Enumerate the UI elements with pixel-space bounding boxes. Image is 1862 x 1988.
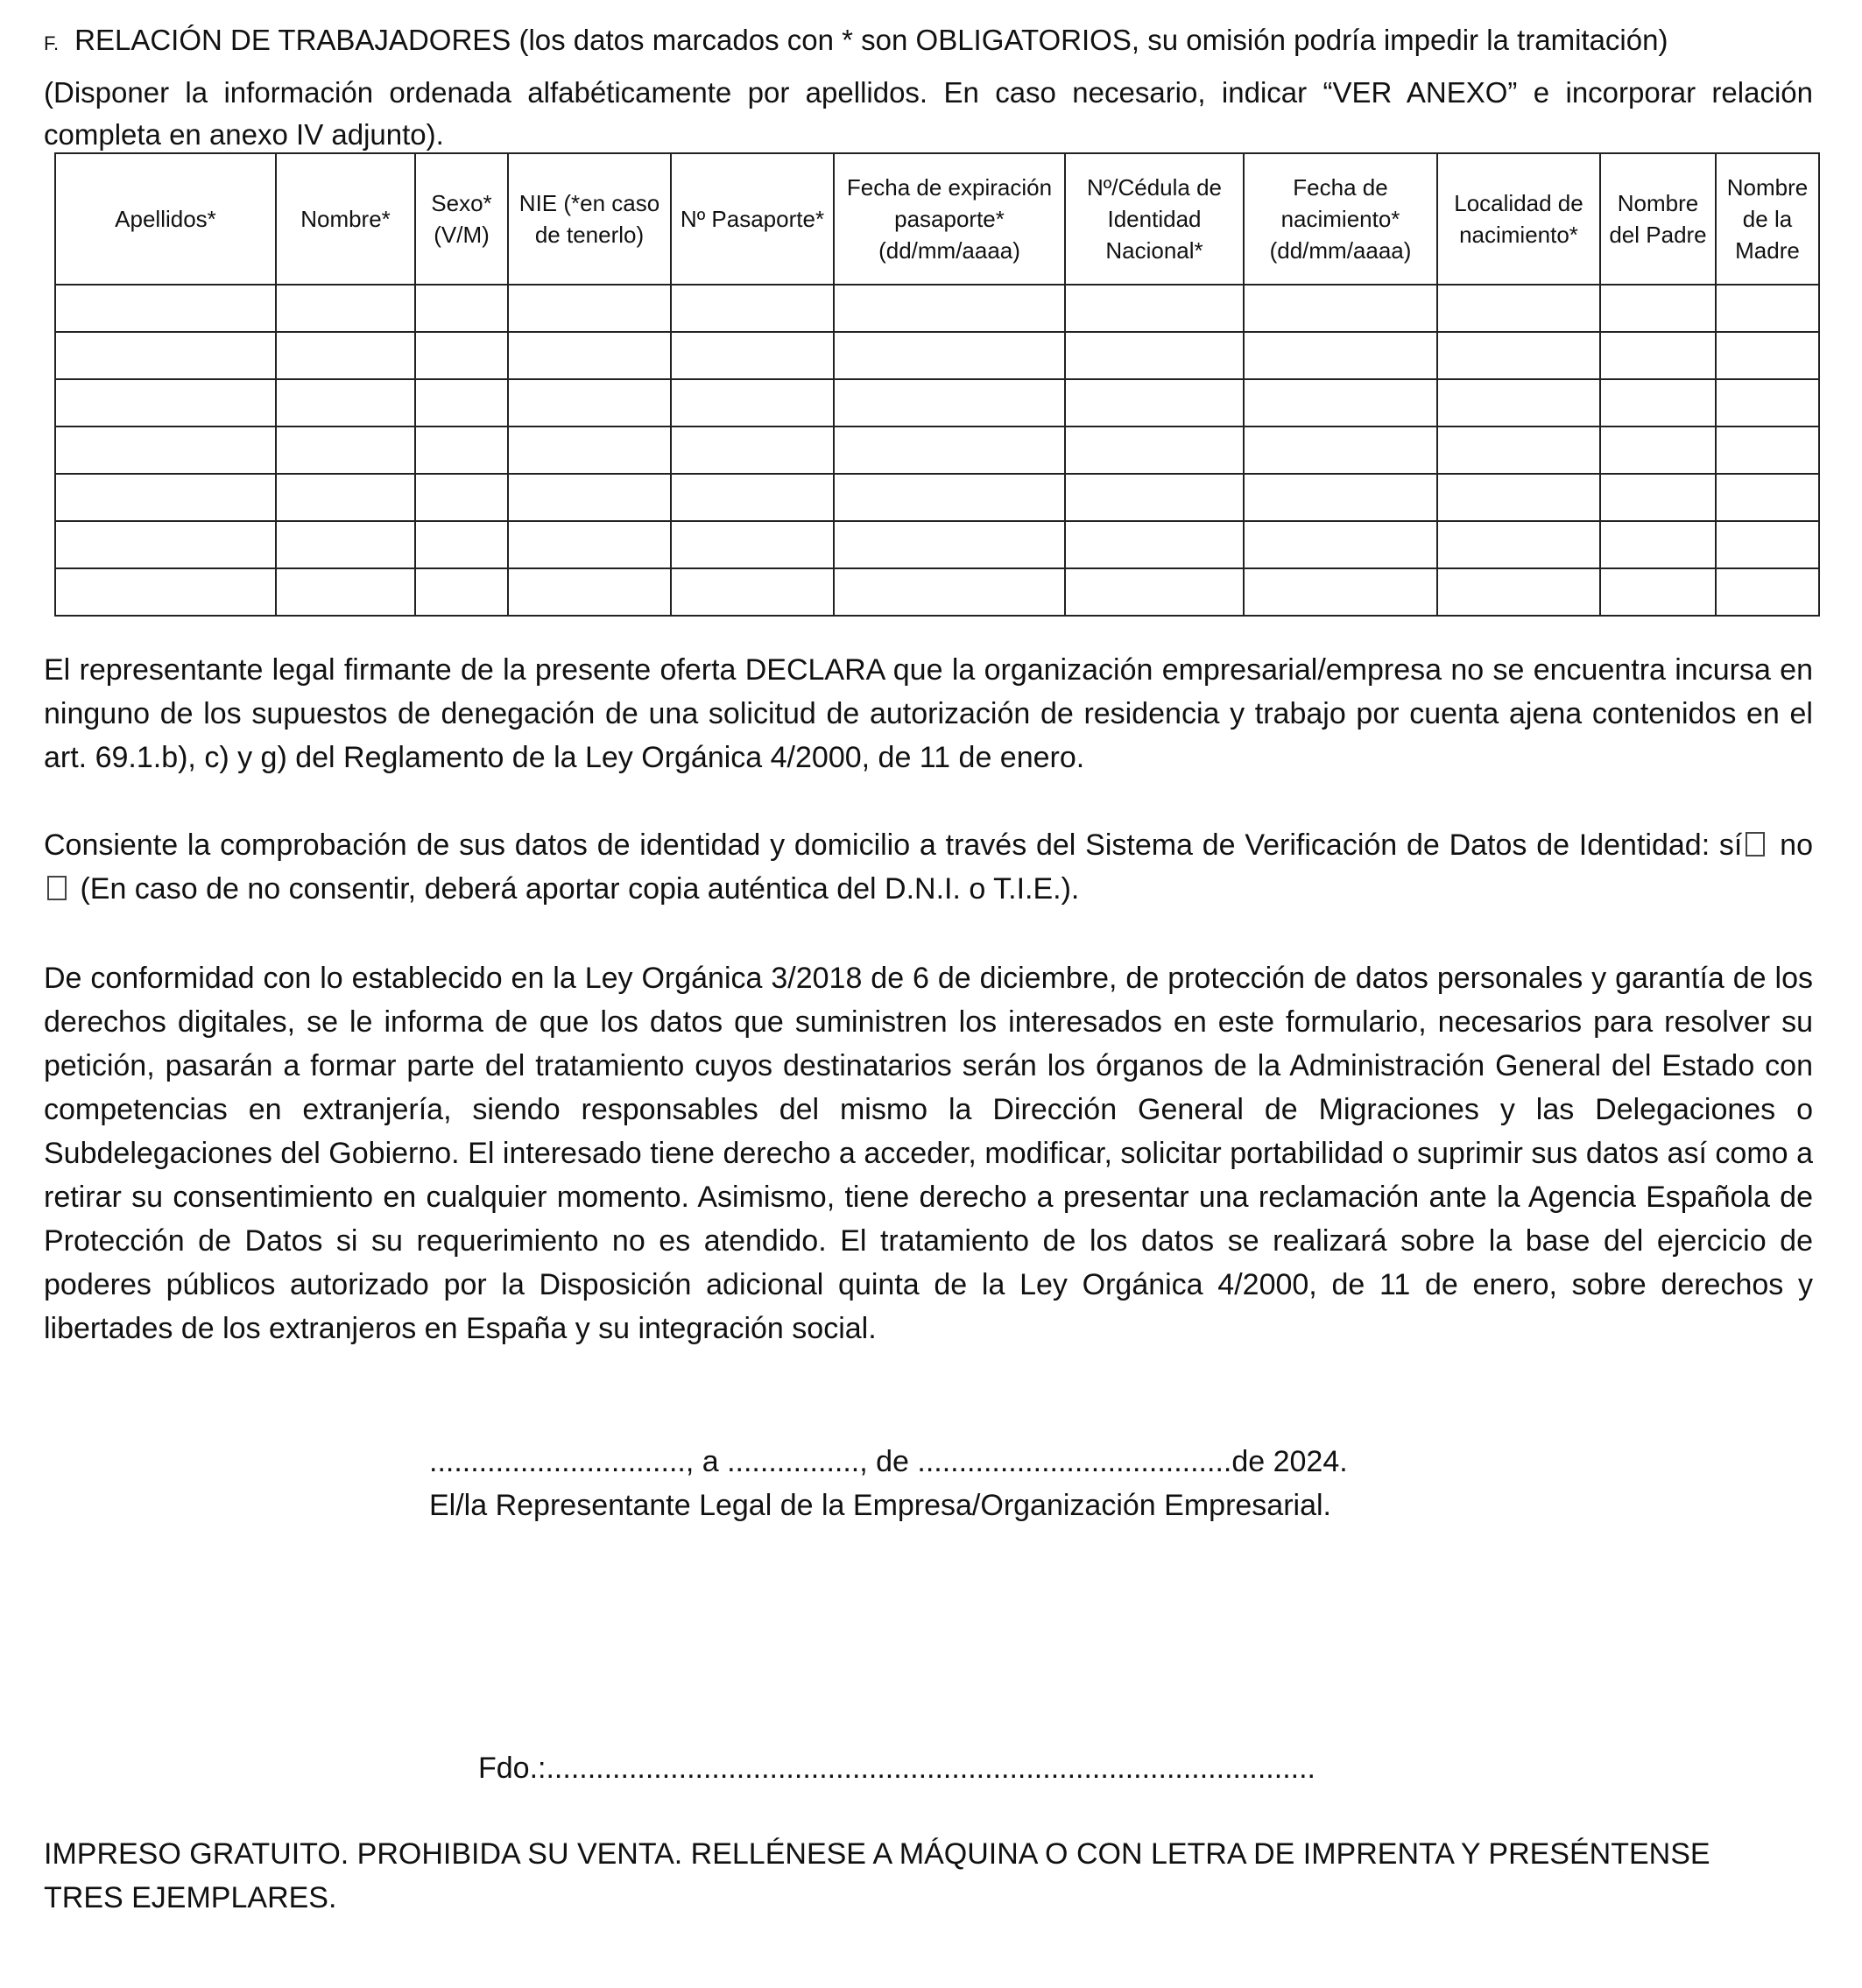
table-cell[interactable]	[1716, 568, 1819, 616]
table-cell[interactable]	[1244, 474, 1437, 521]
table-row	[55, 568, 1819, 616]
table-cell[interactable]	[1600, 332, 1716, 379]
workers-table	[54, 152, 1820, 617]
table-cell[interactable]	[415, 332, 508, 379]
header-pasaporte: Nº Pasaporte*	[671, 153, 834, 285]
table-cell[interactable]	[508, 474, 671, 521]
table-cell[interactable]	[1244, 568, 1437, 616]
table-cell[interactable]	[1244, 332, 1437, 379]
table-cell[interactable]	[1600, 379, 1716, 427]
table-cell[interactable]	[415, 521, 508, 568]
table-cell[interactable]	[276, 521, 415, 568]
table-cell[interactable]	[1600, 427, 1716, 474]
table-cell[interactable]	[415, 427, 508, 474]
table-cell[interactable]	[1716, 427, 1819, 474]
table-cell[interactable]	[1437, 474, 1600, 521]
table-cell[interactable]	[55, 332, 276, 379]
section-letter: F.	[44, 32, 60, 54]
header-fecha-nacimiento: Fecha de nacimiento* (dd/mm/aaaa)	[1244, 153, 1437, 285]
table-cell[interactable]	[1600, 285, 1716, 332]
table-cell[interactable]	[508, 521, 671, 568]
table-cell[interactable]	[671, 568, 834, 616]
table-cell[interactable]	[1065, 568, 1244, 616]
table-cell[interactable]	[834, 568, 1065, 616]
table-cell[interactable]	[1437, 332, 1600, 379]
table-cell[interactable]	[834, 521, 1065, 568]
table-cell[interactable]	[508, 379, 671, 427]
table-cell[interactable]	[671, 285, 834, 332]
table-cell[interactable]	[55, 427, 276, 474]
table-cell[interactable]	[1716, 474, 1819, 521]
signer-role: El/la Representante Legal de la Empresa/Organización Empresarial.	[429, 1489, 1331, 1522]
table-cell[interactable]	[1244, 427, 1437, 474]
consent-paragraph	[44, 823, 1813, 911]
table-cell[interactable]	[55, 379, 276, 427]
table-cell[interactable]	[1437, 568, 1600, 616]
table-cell[interactable]	[1065, 427, 1244, 474]
table-header-row	[55, 153, 1819, 285]
header-sexo: Sexo* (V/M)	[415, 153, 508, 285]
table-cell[interactable]	[1600, 521, 1716, 568]
table-row	[55, 332, 1819, 379]
table-cell[interactable]	[55, 521, 276, 568]
table-cell[interactable]	[415, 568, 508, 616]
table-cell[interactable]	[1437, 285, 1600, 332]
table-cell[interactable]	[1716, 332, 1819, 379]
table-cell[interactable]	[1437, 521, 1600, 568]
table-cell[interactable]	[415, 285, 508, 332]
table-cell[interactable]	[1065, 379, 1244, 427]
header-nombre: Nombre*	[276, 153, 415, 285]
table-cell[interactable]	[1716, 285, 1819, 332]
table-cell[interactable]	[55, 285, 276, 332]
table-cell[interactable]	[1065, 285, 1244, 332]
table-cell[interactable]	[276, 427, 415, 474]
table-cell[interactable]	[415, 474, 508, 521]
table-cell[interactable]	[834, 332, 1065, 379]
consent-yes-label: sí	[1718, 828, 1743, 862]
table-row	[55, 285, 1819, 332]
table-cell[interactable]	[508, 285, 671, 332]
table-cell[interactable]	[55, 474, 276, 521]
table-row	[55, 521, 1819, 568]
table-cell[interactable]	[834, 474, 1065, 521]
table-cell[interactable]	[276, 474, 415, 521]
place-date-line[interactable]: ..............................., a ................, de ......................................de 2024.	[429, 1445, 1348, 1478]
table-cell[interactable]	[1065, 474, 1244, 521]
declaration-paragraph: El representante legal firmante de la presente oferta DECLARA que la organización empresarial/empresa no se encuentra incursa en ninguno de los supuestos de denegación de una solicitud de autorización de residencia y trabajo por cuenta ajena contenidos en el art. 69.1.b), c) y g) del Reglamento de la Ley Orgánica 4/2000, de 11 de enero.	[44, 653, 1813, 774]
table-cell[interactable]	[1244, 285, 1437, 332]
table-cell[interactable]	[671, 379, 834, 427]
table-cell[interactable]	[276, 568, 415, 616]
header-apellidos: Apellidos*	[55, 153, 276, 285]
table-cell[interactable]	[276, 379, 415, 427]
table-cell[interactable]	[1716, 521, 1819, 568]
form-section-f	[44, 18, 1813, 156]
table-cell[interactable]	[1244, 379, 1437, 427]
privacy-paragraph: De conformidad con lo establecido en la Ley Orgánica 3/2018 de 6 de diciembre, de protección de datos personales y garantía de los derechos digitales, se le informa de que los datos que suministren los interesados en este formulario, necesarios para resolver su petición, pasarán a formar parte del tratamiento cuyos destinatarios serán los órganos de la Administración General del Estado con competencias en extranjería, siendo responsables del mismo la Dirección General de Migraciones y las Delegaciones o Subdelegaciones del Gobierno. El interesado tiene derecho a acceder, modificar, solicitar portabilidad o suprimir sus datos así como a retirar su consentimiento en cualquier momento. Asimismo, tiene derecho a presentar una reclamación ante la Agencia Española de Protección de Datos si su requerimiento no es atendido. El tratamiento de los datos se realizará sobre la base del ejercicio de poderes públicos autorizado por la Disposición adicional quinta de la Ley Orgánica 4/2000, de 11 de enero, sobre derechos y libertades de los extranjeros en España y su integración social.	[44, 962, 1813, 1345]
table-cell[interactable]	[671, 427, 834, 474]
table-cell[interactable]	[508, 427, 671, 474]
table-cell[interactable]	[1065, 332, 1244, 379]
table-cell[interactable]	[671, 521, 834, 568]
table-cell[interactable]	[508, 332, 671, 379]
section-heading	[44, 18, 1813, 67]
header-nombre-madre: Nombre de la Madre	[1716, 153, 1819, 285]
footer-notice: IMPRESO GRATUITO. PROHIBIDA SU VENTA. RELLÉNESE A MÁQUINA O CON LETRA DE IMPRENTA Y PRESÉNTENSE TRES EJEMPLARES.	[44, 1837, 1710, 1914]
table-cell[interactable]	[276, 285, 415, 332]
consent-no-checkbox[interactable]	[47, 876, 67, 900]
header-localidad-nacimiento: Localidad de nacimiento*	[1437, 153, 1600, 285]
section-title: RELACIÓN DE TRABAJADORES (los datos marcados con * son OBLIGATORIOS, su omisión podría impedir la tramitación)	[74, 24, 1668, 56]
table-cell[interactable]	[1437, 379, 1600, 427]
table-cell[interactable]	[671, 332, 834, 379]
table-cell[interactable]	[1716, 379, 1819, 427]
header-expiracion-pasaporte: Fecha de expiración pasaporte* (dd/mm/aaaa)	[834, 153, 1065, 285]
section-instructions: (Disponer la información ordenada alfabéticamente por apellidos. En caso necesario, indicar “VER ANEXO” e incorporar relación completa en anexo IV adjunto).	[44, 76, 1813, 151]
table-cell[interactable]	[1065, 521, 1244, 568]
table-cell[interactable]	[671, 474, 834, 521]
consent-no-label: no	[1780, 828, 1813, 862]
signature-line[interactable]: Fdo.:.............................................................................................	[478, 1752, 1315, 1785]
header-cedula-identidad: Nº/Cédula de Identidad Nacional*	[1065, 153, 1244, 285]
table-cell[interactable]	[276, 332, 415, 379]
header-nie: NIE (*en caso de tenerlo)	[508, 153, 671, 285]
table-cell[interactable]	[834, 379, 1065, 427]
consent-note: (En caso de no consentir, deberá aportar copia auténtica del D.N.I. o T.I.E.).	[80, 872, 1080, 906]
table-row	[55, 427, 1819, 474]
table-body	[55, 285, 1819, 616]
table-cell[interactable]	[1600, 474, 1716, 521]
table-cell[interactable]	[1244, 521, 1437, 568]
header-nombre-padre: Nombre del Padre	[1600, 153, 1716, 285]
table-cell[interactable]	[1600, 568, 1716, 616]
table-cell[interactable]	[834, 427, 1065, 474]
table-cell[interactable]	[834, 285, 1065, 332]
table-cell[interactable]	[55, 568, 276, 616]
table-row	[55, 379, 1819, 427]
consent-lead: Consiente la comprobación de sus datos de identidad y domicilio a través del Sistema de Verificación de Datos de Identidad:	[44, 828, 1710, 862]
table-row	[55, 474, 1819, 521]
table-cell[interactable]	[508, 568, 671, 616]
consent-yes-checkbox[interactable]	[1746, 832, 1765, 857]
table-cell[interactable]	[415, 379, 508, 427]
table-cell[interactable]	[1437, 427, 1600, 474]
